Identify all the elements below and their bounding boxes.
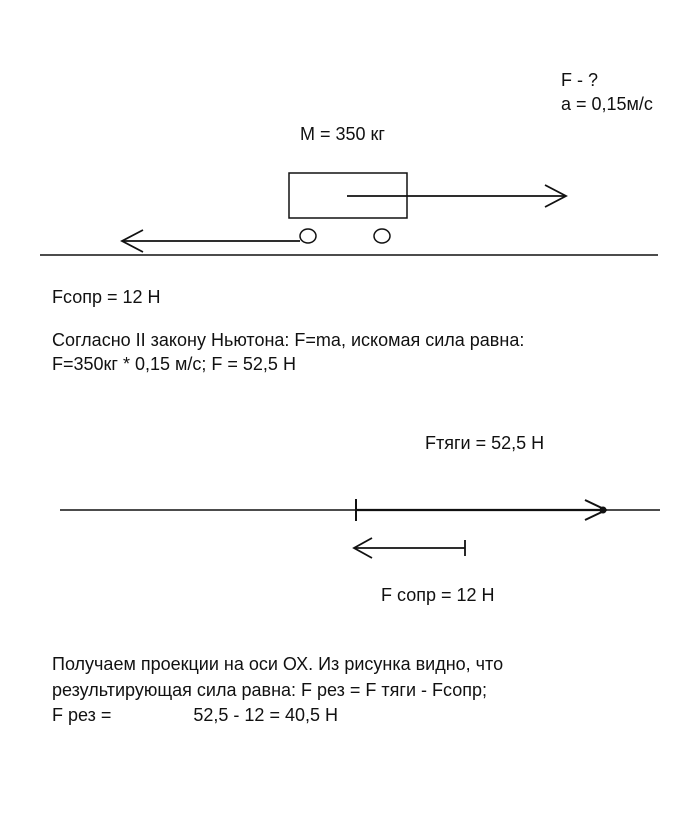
cart-wheel-left bbox=[300, 229, 316, 243]
resistance-force-arrow-top bbox=[122, 230, 300, 252]
pull-force-arrow-axis bbox=[356, 500, 607, 520]
result-line-1: Получаем проекции на оси ОХ. Из рисунка видно, что bbox=[52, 654, 504, 674]
result-line-2: результирующая сила равна: F рез = F тяги - Fсопр; bbox=[52, 679, 487, 700]
given-unknown: F - ? bbox=[561, 70, 599, 90]
given-acceleration: a = 0,15м/с bbox=[561, 93, 653, 114]
resistance-label-bottom: F сопр = 12 Н bbox=[381, 585, 495, 605]
newton-law-line-2: F=350кг * 0,15 м/с; F = 52,5 Н bbox=[52, 353, 296, 374]
given-block bbox=[561, 70, 653, 117]
resistance-force-arrow-axis bbox=[354, 538, 465, 558]
result-line-3 bbox=[52, 705, 503, 727]
result-block bbox=[52, 654, 503, 731]
result-line-3-left: F рез = bbox=[52, 705, 112, 726]
pull-force-arrow-top bbox=[347, 185, 566, 207]
resistance-label-top: Fсопр = 12 Н bbox=[52, 287, 161, 307]
mass-label: M = 350 кг bbox=[300, 124, 385, 144]
newton-law-block bbox=[52, 330, 524, 377]
result-line-3-right: 52,5 - 12 = 40,5 Н bbox=[193, 705, 338, 726]
cart-wheel-right bbox=[374, 229, 390, 243]
newton-law-line-1: Согласно II закону Ньютона: F=ma, искомая сила равна: bbox=[52, 330, 525, 350]
pull-force-label: Fтяги = 52,5 Н bbox=[425, 433, 545, 453]
